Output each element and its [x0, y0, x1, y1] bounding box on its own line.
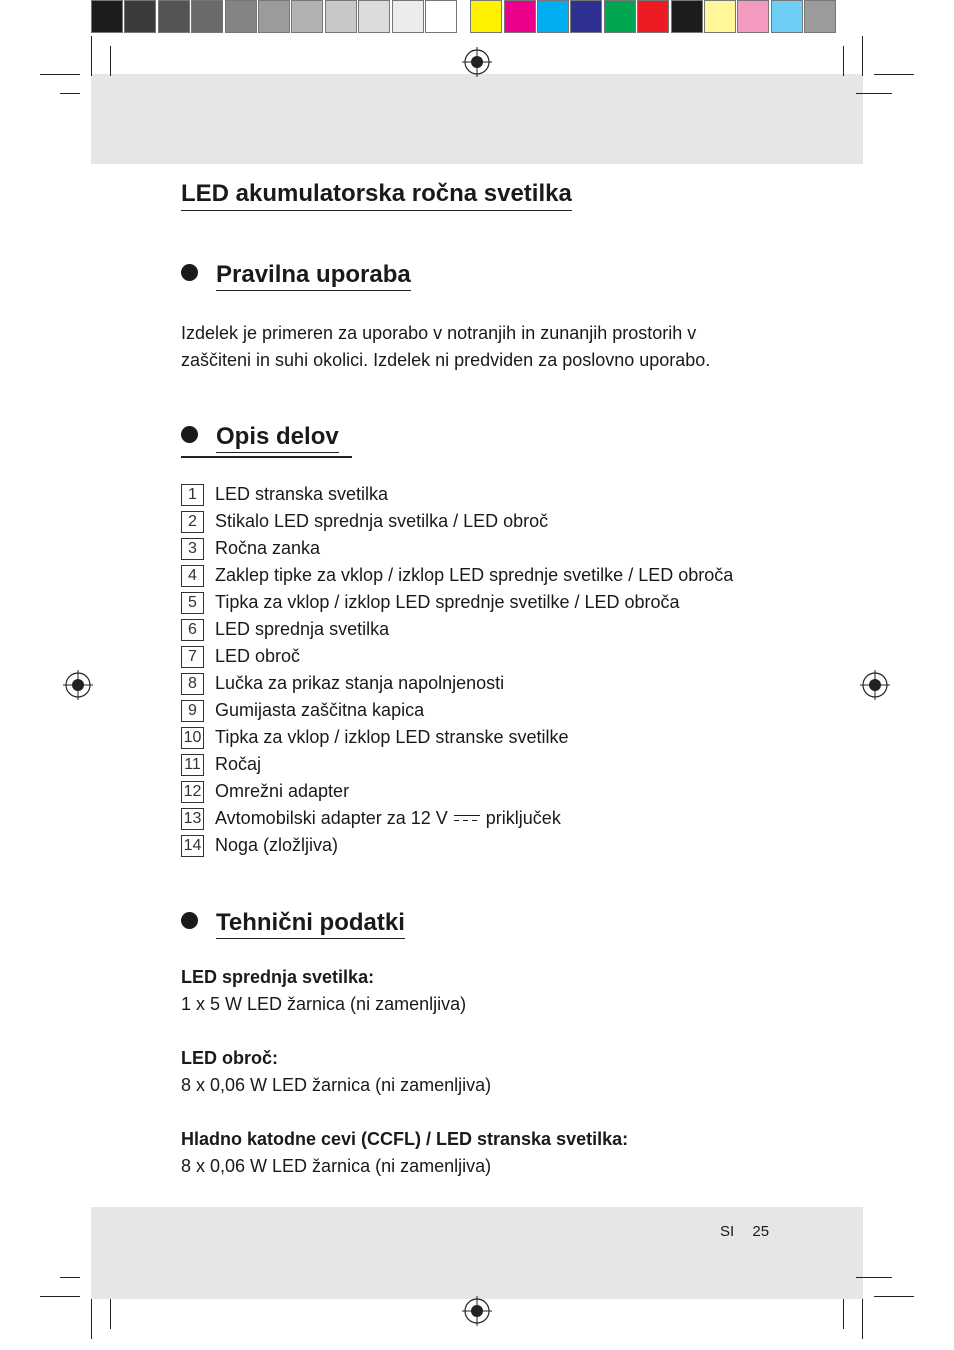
bullet-icon — [181, 264, 198, 281]
part-number: 4 — [181, 565, 204, 587]
part-label: Avtomobilski adapter za 12 V — [215, 808, 448, 828]
registration-mark-bottom-icon — [462, 1296, 492, 1326]
header-band — [91, 74, 863, 164]
list-item — [181, 805, 733, 832]
list-item — [181, 616, 733, 643]
color-swatch — [537, 0, 569, 33]
list-item — [181, 589, 733, 616]
list-item — [181, 508, 733, 535]
gray-swatch — [325, 0, 357, 33]
spec-value: 8 x 0,06 W LED žarnica (ni zamenljiva) — [181, 1075, 492, 1095]
list-item — [181, 697, 733, 724]
gray-swatch — [358, 0, 390, 33]
part-label: Stikalo LED sprednja svetilka / LED obroč — [215, 511, 549, 531]
use-paragraph — [181, 320, 781, 374]
part-label: Tipka za vklop / izklop LED sprednje svetilke / LED obroča — [215, 592, 680, 612]
part-number: 10 — [181, 727, 204, 749]
gray-swatch — [258, 0, 290, 33]
gray-swatch — [191, 0, 223, 33]
registration-mark-top-icon — [462, 47, 492, 77]
gray-swatch — [291, 0, 323, 33]
page-number: 25 — [752, 1223, 770, 1240]
bullet-icon — [181, 426, 198, 443]
footer-band — [91, 1207, 863, 1299]
color-swatch — [604, 0, 636, 33]
swatch-gap — [458, 0, 470, 36]
list-item — [181, 724, 733, 751]
part-label: Noga (zložljiva) — [215, 835, 339, 855]
parts-list — [181, 481, 733, 859]
gray-swatch — [124, 0, 156, 33]
part-label: Ročna zanka — [215, 538, 321, 558]
gray-swatch — [225, 0, 257, 33]
spec-title: LED obroč: — [181, 1048, 278, 1068]
list-item — [181, 643, 733, 670]
use-paragraph-line: Izdelek je primeren za uporabo v notranjih in zunanjih prostorih v — [181, 323, 697, 343]
list-item — [181, 562, 733, 589]
page-title: LED akumulatorska ročna svetilka — [181, 180, 572, 211]
color-swatch — [504, 0, 536, 33]
color-calibration-bar — [91, 0, 838, 36]
color-swatch — [570, 0, 602, 33]
part-label: LED stranska svetilka — [215, 484, 389, 504]
part-label: Zaklep tipke za vklop / izklop LED sprednje svetilke / LED obroča — [215, 565, 734, 585]
dc-current-icon — [454, 815, 480, 823]
section-heading-tech-text: Tehnični podatki — [216, 909, 405, 939]
part-number: 3 — [181, 538, 204, 560]
part-number: 13 — [181, 808, 204, 830]
part-label: Lučka za prikaz stanja napolnjenosti — [215, 673, 505, 693]
part-label: Gumijasta zaščitna kapica — [215, 700, 425, 720]
part-label: LED sprednja svetilka — [215, 619, 390, 639]
spec-title: Hladno katodne cevi (CCFL) / LED stranska svetilka: — [181, 1129, 629, 1149]
language-code: SI — [720, 1223, 735, 1240]
part-label-suffix: priključek — [485, 808, 561, 828]
part-number: 14 — [181, 835, 204, 857]
section-heading-use — [181, 261, 411, 289]
registration-mark-left-icon — [63, 670, 93, 700]
part-number: 6 — [181, 619, 204, 641]
color-swatch — [637, 0, 669, 33]
use-paragraph-line: zaščiteni in suhi okolici. Izdelek ni predviden za poslovno uporabo. — [181, 350, 711, 370]
part-label: Omrežni adapter — [215, 781, 350, 801]
part-label: LED obroč — [215, 646, 301, 666]
color-swatch — [671, 0, 703, 33]
color-swatch — [470, 0, 502, 33]
list-item — [181, 670, 733, 697]
spec-value: 1 x 5 W LED žarnica (ni zamenljiva) — [181, 994, 467, 1014]
list-item — [181, 778, 733, 805]
part-number: 12 — [181, 781, 204, 803]
part-number: 5 — [181, 592, 204, 614]
part-number: 2 — [181, 511, 204, 533]
color-swatch — [771, 0, 803, 33]
section-heading-tech — [181, 909, 405, 937]
bullet-icon — [181, 912, 198, 929]
spec-value: 8 x 0,06 W LED žarnica (ni zamenljiva) — [181, 1156, 492, 1176]
section-heading-parts-text: Opis delov — [216, 423, 339, 453]
part-label: Tipka za vklop / izklop LED stranske svetilke — [215, 727, 569, 747]
part-number: 1 — [181, 484, 204, 506]
gray-swatch — [425, 0, 457, 33]
list-item — [181, 535, 733, 562]
color-swatch — [804, 0, 836, 33]
part-label: Ročaj — [215, 754, 262, 774]
list-item — [181, 832, 733, 859]
color-swatch — [737, 0, 769, 33]
list-item — [181, 751, 733, 778]
list-item — [181, 481, 733, 508]
part-number: 8 — [181, 673, 204, 695]
page-footer — [720, 1223, 769, 1240]
heading-underline — [181, 456, 352, 458]
gray-swatch — [91, 0, 123, 33]
color-swatch — [704, 0, 736, 33]
part-number: 11 — [181, 754, 204, 776]
part-number: 9 — [181, 700, 204, 722]
section-heading-use-text: Pravilna uporaba — [216, 261, 411, 291]
spec-title: LED sprednja svetilka: — [181, 967, 375, 987]
gray-swatch — [392, 0, 424, 33]
gray-swatch — [158, 0, 190, 33]
part-number: 7 — [181, 646, 204, 668]
section-heading-parts — [181, 423, 339, 451]
registration-mark-right-icon — [860, 670, 890, 700]
